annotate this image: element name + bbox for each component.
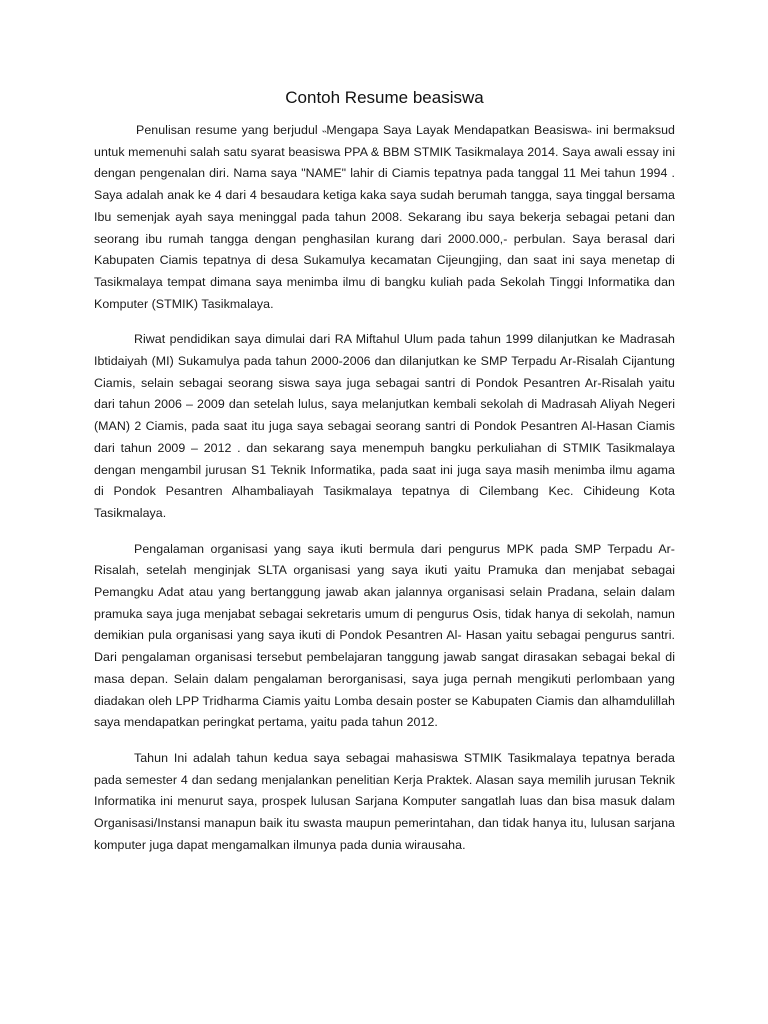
paragraph-current-study: Tahun Ini adalah tahun kedua saya sebagai mahasiswa STMIK Tasikmalaya tepatnya berada pada semester 4 dan sedang menjalankan penelitian Kerja Praktek. Alasan saya memilih jurusan Teknik Informatika ini menurut saya, prospek lulusan Sarjana Komputer sangatlah luas dan bisa masuk dalam Organisasi/Instansi manapun baik itu swasta maupun pemerintahan, dan tidak hanya itu, lulusan sarjana komputer juga dapat mengamalkan ilmunya pada dunia wirausaha. — [94, 750, 675, 852]
paragraph-organization: Pengalaman organisasi yang saya ikuti bermula dari pengurus MPK pada SMP Terpadu Ar-Risalah, setelah menginjak SLTA organisasi yang saya ikuti yaitu Pramuka dan menjabat sebagai Pemangku Adat atau yang bertanggung jawab akan jalannya organisasi selain Pradana, selain dalam pramuka saya juga menjabat sebagai sekretaris umum di pengurus Osis, tidak hanya di sekolah, namun demikian pula organisasi yang saya ikuti di Pondok Pesantren Al- Hasan yaitu sebagai pengurus santri. Dari pengalaman organisasi tersebut pembelajaran tanggung jawab sangat dirasakan sebagai bekal di masa depan. Selain dalam pengalaman berorganisasi, saya juga pernah mengikuti perlombaan yang diadakan oleh LPP Tridharma Ciamis yaitu Lomba desain poster se Kabupaten Ciamis dan alhamdulillah saya mendapatkan peringkat pertama, yaitu pada tahun 2012. — [94, 541, 675, 730]
paragraph-introduction: Penulisan resume yang berjudul ˵Mengapa Saya Layak Mendapatkan Beasiswa˵ ini bermaksud untuk memenuhi salah satu syarat beasiswa PPA & BBM STMIK Tasikmalaya 2014. Saya awali essay ini dengan pengenalan diri. Nama saya "NAME" lahir di Ciamis tepatnya pada tanggal 11 Mei tahun 1994 . Saya adalah anak ke 4 dari 4 besaudara ketiga kaka saya sudah berumah tangga, saya tinggal bersama Ibu semenjak ayah saya meninggal pada tahun 2008. Sekarang ibu saya bekerja sebagai petani dan seorang ibu rumah tangga dengan penghasilan kurang dari 2000.000,- perbulan. Saya berasal dari Kabupaten Ciamis tepatnya di desa Sukamulya kecamatan Cijeungjing, dan saat ini saya menetap di Tasikmalaya tempat dimana saya menimba ilmu di bangku kuliah pada Sekolah Tinggi Informatika dan Komputer (STMIK) Tasikmalaya. — [94, 123, 675, 311]
document-title: Contoh Resume beasiswa — [285, 88, 484, 107]
document-page — [94, 86, 675, 871]
paragraph-education: Riwat pendidikan saya dimulai dari RA Miftahul Ulum pada tahun 1999 dilanjutkan ke Madrasah Ibtidaiyah (MI) Sukamulya pada tahun 2000-2006 dan dilanjutkan ke SMP Terpadu Ar-Risalah Cijantung Ciamis, selain sebagai seorang siswa saya juga sebagai santri di Pondok Pesantren Ar-Risalah yaitu dari tahun 2006 – 2009 dan setelah lulus, saya melanjutkan kembali sekolah di Madrasah Aliyah Negeri (MAN) 2 Ciamis, pada saat itu juga saya sebagai seorang santri di Pondok Pesantren Al-Hasan Ciamis dari tahun 2009 – 2012 . dan sekarang saya menempuh bangku perkuliahan di STMIK Tasikmalaya dengan mengambil jurusan S1 Teknik Informatika, pada saat ini juga saya masih menimba ilmu agama di Pondok Pesantren Alhambaliayah Tasikmalaya tepatnya di Cilembang Kec. Cihideung Kota Tasikmalaya. — [94, 332, 675, 520]
